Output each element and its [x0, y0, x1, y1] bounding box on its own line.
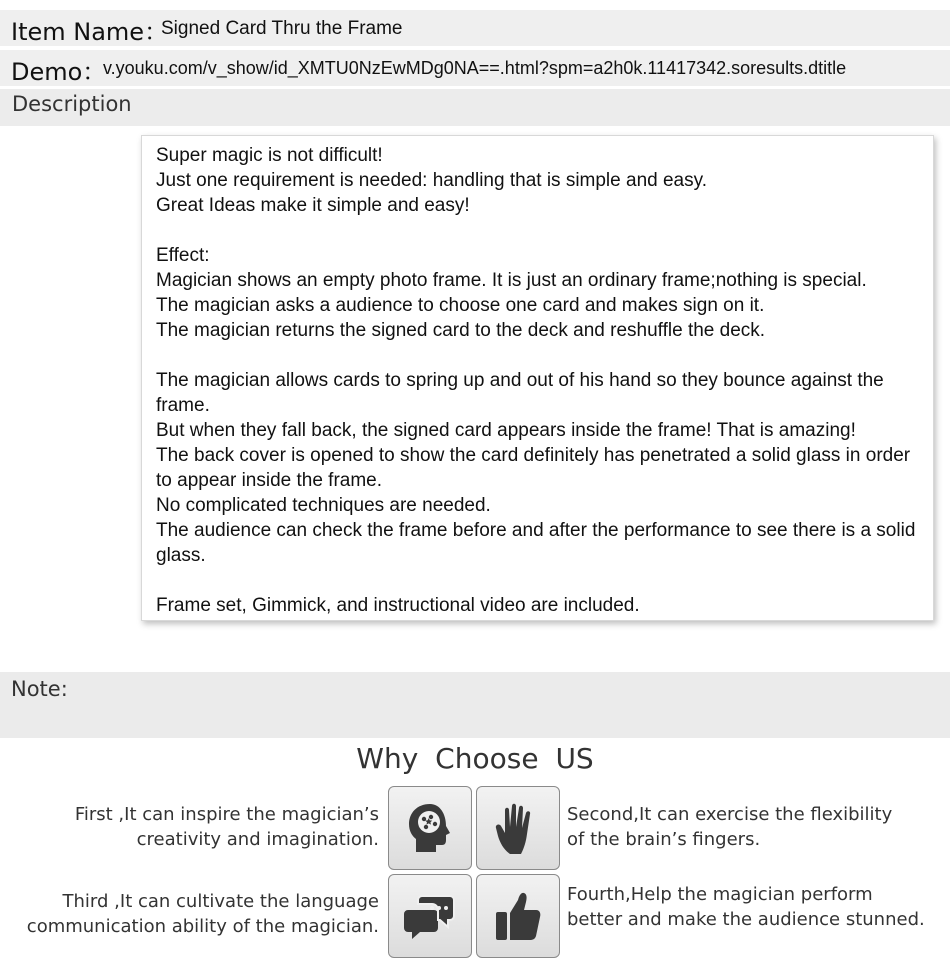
description-line: Just one requirement is needed: handling that is simple and easy.: [156, 170, 707, 191]
item-name-value: Signed Card Thru the Frame: [161, 18, 403, 39]
description-bar: [0, 89, 950, 126]
description-line: The magician returns the signed card to the deck and reshuffle the deck.: [156, 320, 766, 341]
item-name-label: Item Name：: [11, 18, 169, 46]
description-line: The magician asks a audience to choose one card and makes sign on it.: [156, 295, 765, 316]
note-bar: [0, 672, 950, 738]
hand-icon: [488, 798, 548, 858]
description-label: Description: [12, 92, 132, 116]
description-text: [156, 143, 931, 618]
description-line: The back cover is opened to show the card definitely has penetrated a solid glass in order to appear inside the frame.: [156, 445, 911, 491]
demo-link[interactable]: v.youku.com/v_show/id_XMTU0NzEwMDg0NA==.html?spm=a2h0k.11417342.soresults.dtitle: [103, 58, 847, 78]
brain-head-icon: [400, 798, 460, 858]
reason-third: [27, 889, 379, 939]
demo-label: Demo：: [11, 58, 107, 86]
description-line: No complicated techniques are needed.: [156, 495, 491, 516]
description-box: [141, 135, 934, 621]
reason-line: Second,It can exercise the flexibility: [567, 804, 893, 825]
brain-head-tile: [388, 786, 472, 870]
reason-second: [567, 802, 892, 852]
description-line: [156, 218, 931, 243]
reason-line: of the brain’s fingers.: [567, 829, 761, 850]
thumbs-up-icon: [488, 886, 548, 946]
description-line: The magician allows cards to spring up and out of his hand so they bounce against the frame.: [156, 370, 884, 416]
description-line: Magician shows an empty photo frame. It is just an ordinary frame;nothing is special.: [156, 270, 867, 291]
reason-line: creativity and imagination.: [136, 829, 379, 850]
reason-line: Fourth,Help the magician perform: [567, 884, 873, 905]
reason-line: communication ability of the magician.: [26, 916, 379, 937]
description-line: But when they fall back, the signed card appears inside the frame! That is amazing!: [156, 420, 856, 441]
description-line: [156, 343, 931, 368]
description-line: [156, 568, 931, 593]
note-label: Note:: [11, 677, 68, 701]
thumbs-up-tile: [476, 874, 560, 958]
reason-line: First ,It can inspire the magician’s: [74, 804, 379, 825]
chat-tile: [388, 874, 472, 958]
description-line: Super magic is not difficult!: [156, 145, 383, 166]
why-choose-us-title: Why Choose US: [356, 742, 594, 775]
reason-line: better and make the audience stunned.: [567, 909, 925, 930]
reason-first: [75, 802, 379, 852]
chat-bubbles-icon: [400, 886, 460, 946]
description-line: Great Ideas make it simple and easy!: [156, 195, 470, 216]
reason-line: Third ,It can cultivate the language: [62, 891, 379, 912]
description-line: Effect:: [156, 245, 210, 266]
description-line: The audience can check the frame before and after the performance to see there is a solid glass.: [156, 520, 916, 566]
reason-fourth: [567, 882, 925, 932]
hand-tile: [476, 786, 560, 870]
description-line: Frame set, Gimmick, and instructional video are included.: [156, 595, 640, 616]
